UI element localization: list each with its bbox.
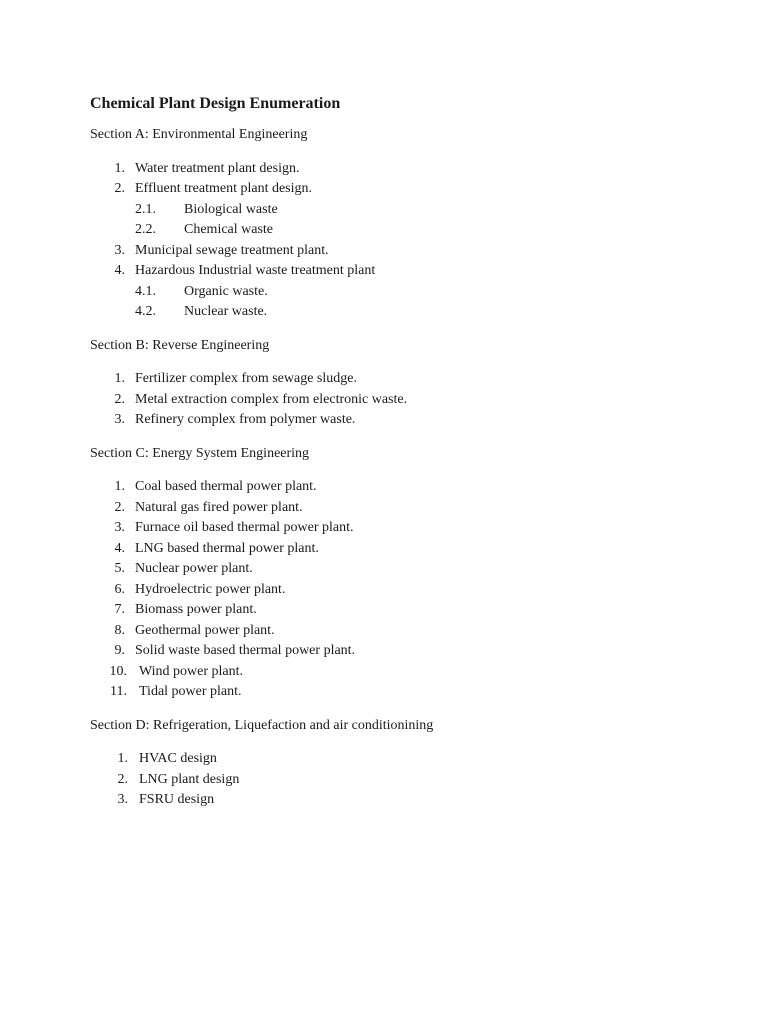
item-number: 4.2. (135, 304, 156, 319)
list-item (90, 410, 730, 431)
item-text: Hazardous Industrial waste treatment plant (135, 263, 376, 278)
list-item (90, 477, 730, 498)
list-item (90, 498, 730, 519)
section-heading-b: Section B: Reverse Engineering (90, 337, 270, 353)
section-d-list (90, 749, 730, 811)
list-item (90, 641, 730, 662)
item-text: Coal based thermal power plant. (135, 479, 317, 494)
sub-list-item (90, 302, 730, 323)
item-number: 6. (114, 581, 125, 597)
item-number: 4.1. (135, 283, 156, 299)
item-number: 1. (117, 751, 128, 766)
item-number: 7. (114, 602, 125, 617)
item-number: 4. (114, 540, 125, 556)
item-text: Biological waste (184, 201, 278, 217)
item-number: 3. (114, 520, 125, 535)
list-item (90, 518, 730, 539)
list-item (90, 369, 730, 390)
list-item (90, 749, 730, 770)
item-number: 8. (114, 622, 125, 638)
list-item (90, 539, 730, 560)
item-text: Hydroelectric power plant. (135, 581, 286, 597)
item-number: 2. (114, 181, 125, 196)
item-text: Effluent treatment plant design. (135, 181, 313, 196)
item-number: 2.2. (135, 222, 156, 237)
item-text: Municipal sewage treatment plant. (135, 242, 329, 258)
item-text: Tidal power plant. (139, 684, 242, 699)
item-number: 3. (114, 412, 125, 427)
list-item (90, 600, 730, 621)
list-item (90, 241, 730, 262)
section-c-list (90, 477, 730, 703)
item-text: Wind power plant. (139, 663, 244, 679)
list-item (90, 580, 730, 601)
item-text: Geothermal power plant. (135, 622, 275, 638)
list-item (90, 621, 730, 642)
item-text: HVAC design (139, 751, 217, 766)
document-page (90, 92, 730, 824)
item-text: Biomass power plant. (135, 602, 257, 617)
item-number: 2. (117, 771, 128, 787)
item-text: Furnace oil based thermal power plant. (135, 520, 354, 535)
item-text: LNG based thermal power plant. (135, 540, 319, 556)
list-item (90, 770, 730, 791)
item-text: Natural gas fired power plant. (135, 499, 303, 515)
document-title: Chemical Plant Design Enumeration (90, 95, 341, 112)
item-text: Organic waste. (184, 283, 268, 299)
list-item (90, 790, 730, 811)
list-item (90, 559, 730, 580)
item-text: FSRU design (139, 792, 215, 807)
item-text: Nuclear waste. (184, 304, 268, 319)
sub-list-item (90, 282, 730, 303)
item-number: 3. (114, 242, 125, 258)
list-item (90, 662, 730, 683)
item-text: Nuclear power plant. (135, 561, 253, 576)
item-text: Chemical waste (184, 222, 274, 237)
item-text: Water treatment plant design. (135, 160, 300, 176)
item-text: Metal extraction complex from electronic waste. (135, 391, 408, 407)
item-text: Refinery complex from polymer waste. (135, 412, 356, 427)
list-item (90, 159, 730, 180)
item-text: Fertilizer complex from sewage sludge. (135, 371, 357, 386)
item-number: 9. (114, 643, 125, 658)
item-number: 11. (110, 684, 127, 699)
section-heading-c: Section C: Energy System Engineering (90, 445, 310, 461)
section-b-list (90, 369, 730, 431)
item-number: 2.1. (135, 201, 156, 217)
section-a-list (90, 159, 730, 323)
list-item (90, 179, 730, 200)
sub-list-item (90, 200, 730, 221)
item-number: 10. (109, 663, 127, 679)
item-number: 1. (114, 160, 125, 176)
item-number: 1. (114, 479, 125, 494)
item-number: 5. (114, 561, 125, 576)
item-number: 4. (114, 263, 125, 278)
sub-list-item (90, 220, 730, 241)
item-number: 2. (114, 499, 125, 515)
section-heading-d: Section D: Refrigeration, Liquefaction and air conditionining (90, 717, 434, 733)
item-text: LNG plant design (139, 771, 240, 787)
section-heading-a: Section A: Environmental Engineering (90, 127, 308, 142)
item-number: 1. (114, 371, 125, 386)
item-number: 3. (117, 792, 128, 807)
list-item (90, 261, 730, 282)
item-text: Solid waste based thermal power plant. (135, 643, 356, 658)
item-number: 2. (114, 391, 125, 407)
list-item (90, 682, 730, 703)
list-item (90, 390, 730, 411)
